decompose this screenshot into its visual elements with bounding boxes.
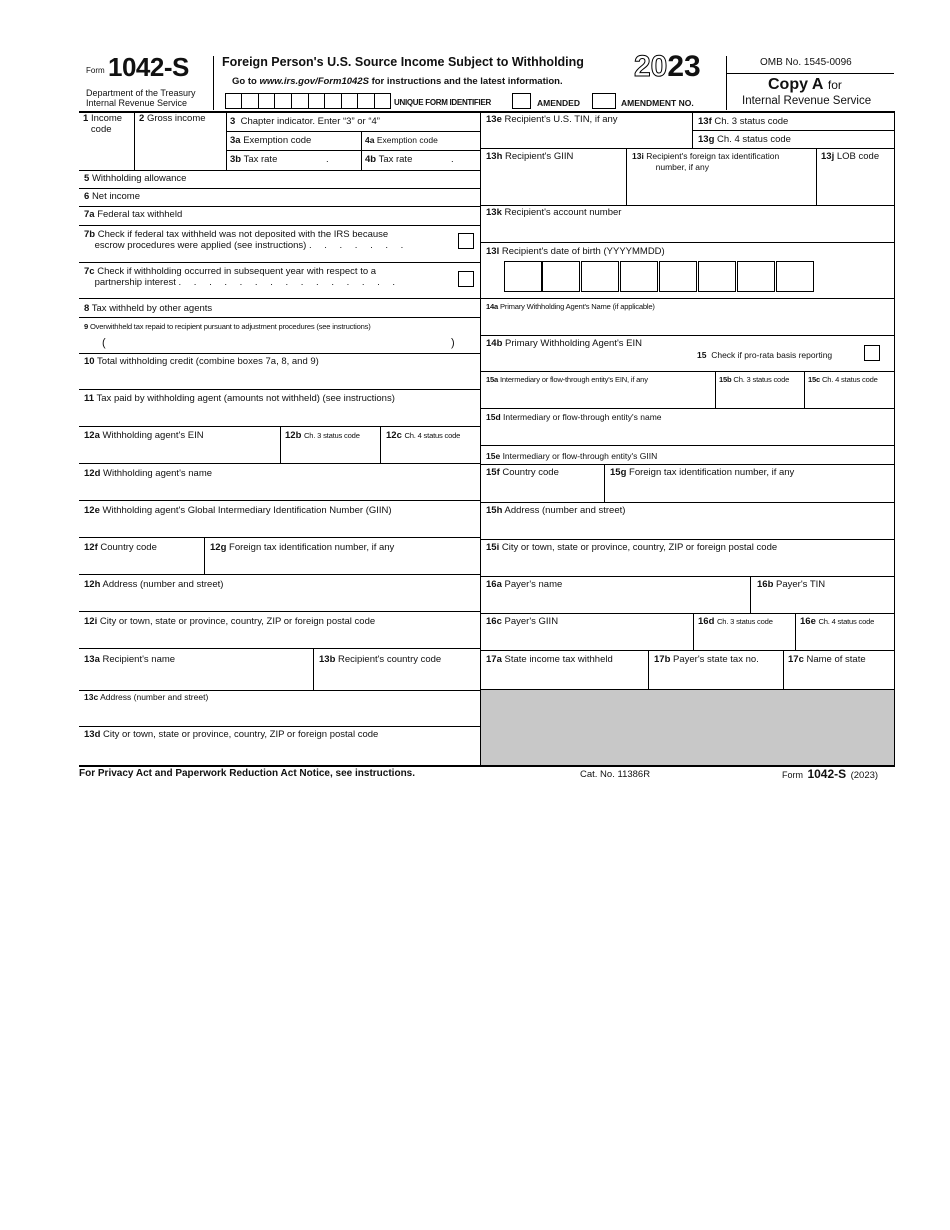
box-13b-recipient-country-code[interactable]: 13b Recipient's country code: [319, 654, 442, 665]
amendment-number-label: AMENDMENT NO.: [621, 98, 694, 108]
box-15d-intermediary-name[interactable]: 15d Intermediary or flow-through entity's name: [486, 412, 662, 422]
box-7b-checkbox[interactable]: [458, 233, 474, 249]
box-14b-primary-agent-ein[interactable]: 14b Primary Withholding Agent's EIN: [486, 338, 642, 349]
box-12e-withholding-agent-giin[interactable]: 12e Withholding agent's Global Intermediary Identification Number (GIIN): [84, 505, 392, 516]
box-15c-ch4-status-code[interactable]: 15c Ch. 4 status code: [808, 375, 878, 384]
box-13g-ch4-status-code[interactable]: 13g Ch. 4 status code: [698, 134, 791, 145]
box-15-pro-rata-checkbox[interactable]: [864, 345, 880, 361]
box-10-total-withholding-credit[interactable]: 10 Total withholding credit (combine boxes 7a, 8, and 9): [84, 356, 319, 367]
box-8-tax-withheld-other-agents[interactable]: 8 Tax withheld by other agents: [84, 303, 213, 314]
box-12h-address[interactable]: 12h Address (number and street): [84, 579, 224, 590]
box-6-net-income[interactable]: 6 Net income: [84, 191, 140, 202]
box-16c-payer-giin[interactable]: 16c Payer's GIIN: [486, 616, 559, 627]
box-13h-recipient-giin[interactable]: 13h Recipient's GIIN: [486, 151, 574, 162]
amendment-number-field[interactable]: [592, 93, 616, 109]
box-17b-payer-state-tax-no[interactable]: 17b Payer's state tax no.: [654, 654, 759, 665]
footer-form-id: Form 1042-S (2023): [782, 767, 879, 781]
tax-year: 2023: [634, 50, 701, 83]
amended-checkbox[interactable]: [512, 93, 531, 109]
box-15a-intermediary-ein[interactable]: 15a Intermediary or flow-through entity's EIN, if any: [486, 375, 648, 384]
catalog-number: Cat. No. 11386R: [580, 769, 651, 780]
privacy-notice: For Privacy Act and Paperwork Reduction Act Notice, see instructions.: [79, 768, 416, 779]
box-17a-state-tax-withheld[interactable]: 17a State income tax withheld: [486, 654, 613, 665]
box-16e-ch4-status-code[interactable]: 16e Ch. 4 status code: [800, 616, 875, 627]
box-7c-subsequent-year-label: 7c Check if withholding occurred in subsequent year with respect to a partnership interest . . . . . . . . . . . . . . .: [84, 266, 401, 288]
agency-line: Internal Revenue Service: [86, 98, 188, 108]
box-12b-ch3-status-code[interactable]: 12b Ch. 3 status code: [285, 430, 360, 441]
box-11-tax-paid-by-agent[interactable]: 11 Tax paid by withholding agent (amounts not withheld) (see instructions): [84, 393, 395, 404]
box-7a-federal-tax-withheld[interactable]: 7a Federal tax withheld: [84, 209, 183, 220]
box-7b-escrow-label: 7b Check if federal tax withheld was not deposited with the IRS because escrow procedures were applied (see instructions) . . . . . . .: [84, 229, 409, 251]
box-16a-payer-name[interactable]: 16a Payer's name: [486, 579, 563, 590]
form-number: 1042-S: [108, 52, 189, 82]
box-7c-checkbox[interactable]: [458, 271, 474, 287]
form-title: Foreign Person's U.S. Source Income Subject to Withholding: [222, 55, 584, 69]
box-15e-intermediary-giin[interactable]: 15e Intermediary or flow-through entity's GIIN: [486, 451, 658, 461]
box-13f-ch3-status-code[interactable]: 13f Ch. 3 status code: [698, 116, 789, 127]
box-17c-name-of-state[interactable]: 17c Name of state: [788, 654, 866, 665]
box-15h-address[interactable]: 15h Address (number and street): [486, 505, 626, 516]
box-13c-recipient-address[interactable]: 13c Address (number and street): [84, 692, 209, 702]
box-4b-tax-rate[interactable]: 4b Tax rate .: [365, 154, 454, 165]
box-13k-recipient-account-number[interactable]: 13k Recipient's account number: [486, 207, 622, 218]
box-4a-exemption-code[interactable]: 4a Exemption code: [365, 135, 438, 145]
form-label: Form: [86, 66, 105, 75]
irs-url[interactable]: www.irs.gov/Form1042S: [259, 76, 369, 87]
shaded-unused-area: [481, 690, 894, 765]
unique-form-identifier-label: UNIQUE FORM IDENTIFIER: [394, 98, 491, 107]
box-13e-recipient-us-tin[interactable]: 13e Recipient's U.S. TIN, if any: [486, 114, 618, 125]
box-5-withholding-allowance[interactable]: 5 Withholding allowance: [84, 173, 187, 184]
box-14a-primary-agent-name[interactable]: 14a Primary Withholding Agent's Name (if applicable): [486, 302, 655, 311]
box-3a-exemption-code[interactable]: 3a Exemption code: [230, 135, 312, 146]
box-15i-city-country[interactable]: 15i City or town, state or province, country, ZIP or foreign postal code: [486, 542, 778, 553]
box-12i-city-country[interactable]: 12i City or town, state or province, country, ZIP or foreign postal code: [84, 616, 376, 627]
box-15f-country-code[interactable]: 15f Country code: [486, 467, 559, 478]
box-12g-foreign-tin[interactable]: 12g Foreign tax identification number, if any: [210, 542, 395, 553]
box-15-pro-rata-label: 15 Check if pro-rata basis reporting: [697, 350, 833, 360]
box-13d-recipient-city-country[interactable]: 13d City or town, state or province, country, ZIP or foreign postal code: [84, 729, 379, 740]
box-9-overwithheld-tax[interactable]: 9 Overwithheld tax repaid to recipient pursuant to adjustment procedures (see instructions) ( ): [84, 322, 455, 349]
amended-label: AMENDED: [537, 98, 580, 108]
box-15g-foreign-tin[interactable]: 15g Foreign tax identification number, if any: [610, 467, 795, 478]
box-2-gross-income[interactable]: 2 Gross income: [139, 113, 206, 124]
box-13i-recipient-foreign-tin[interactable]: 13i Recipient's foreign tax identification number, if any: [632, 151, 780, 172]
omb-number: OMB No. 1545-0096: [760, 57, 852, 68]
box-13a-recipient-name[interactable]: 13a Recipient's name: [84, 654, 176, 665]
box-16b-payer-tin[interactable]: 16b Payer's TIN: [757, 579, 826, 590]
box-3-chapter-indicator[interactable]: 3 Chapter indicator. Enter “3” or “4”: [230, 116, 380, 127]
instructions-line: Go to www.irs.gov/Form1042S for instructions and the latest information.: [232, 76, 563, 87]
department-line: Department of the Treasury: [86, 88, 196, 98]
box-12f-country-code[interactable]: 12f Country code: [84, 542, 157, 553]
box-15b-ch3-status-code[interactable]: 15b Ch. 3 status code: [719, 375, 790, 384]
box-12c-ch4-status-code[interactable]: 12c Ch. 4 status code: [386, 430, 461, 441]
box-12d-withholding-agent-name[interactable]: 12d Withholding agent's name: [84, 468, 213, 479]
copy-designation: Copy A for: [768, 76, 842, 93]
box-13l-recipient-dob-label: 13l Recipient's date of birth (YYYYMMDD): [486, 246, 665, 257]
box-12a-withholding-agent-ein[interactable]: 12a Withholding agent's EIN: [84, 430, 204, 441]
box-16d-ch3-status-code[interactable]: 16d Ch. 3 status code: [698, 616, 773, 627]
copy-recipient: Internal Revenue Service: [742, 95, 872, 107]
box-1-income-code[interactable]: 1 Income code: [83, 113, 123, 135]
box-3b-tax-rate[interactable]: 3b Tax rate .: [230, 154, 329, 165]
box-13j-lob-code[interactable]: 13j LOB code: [821, 151, 880, 162]
